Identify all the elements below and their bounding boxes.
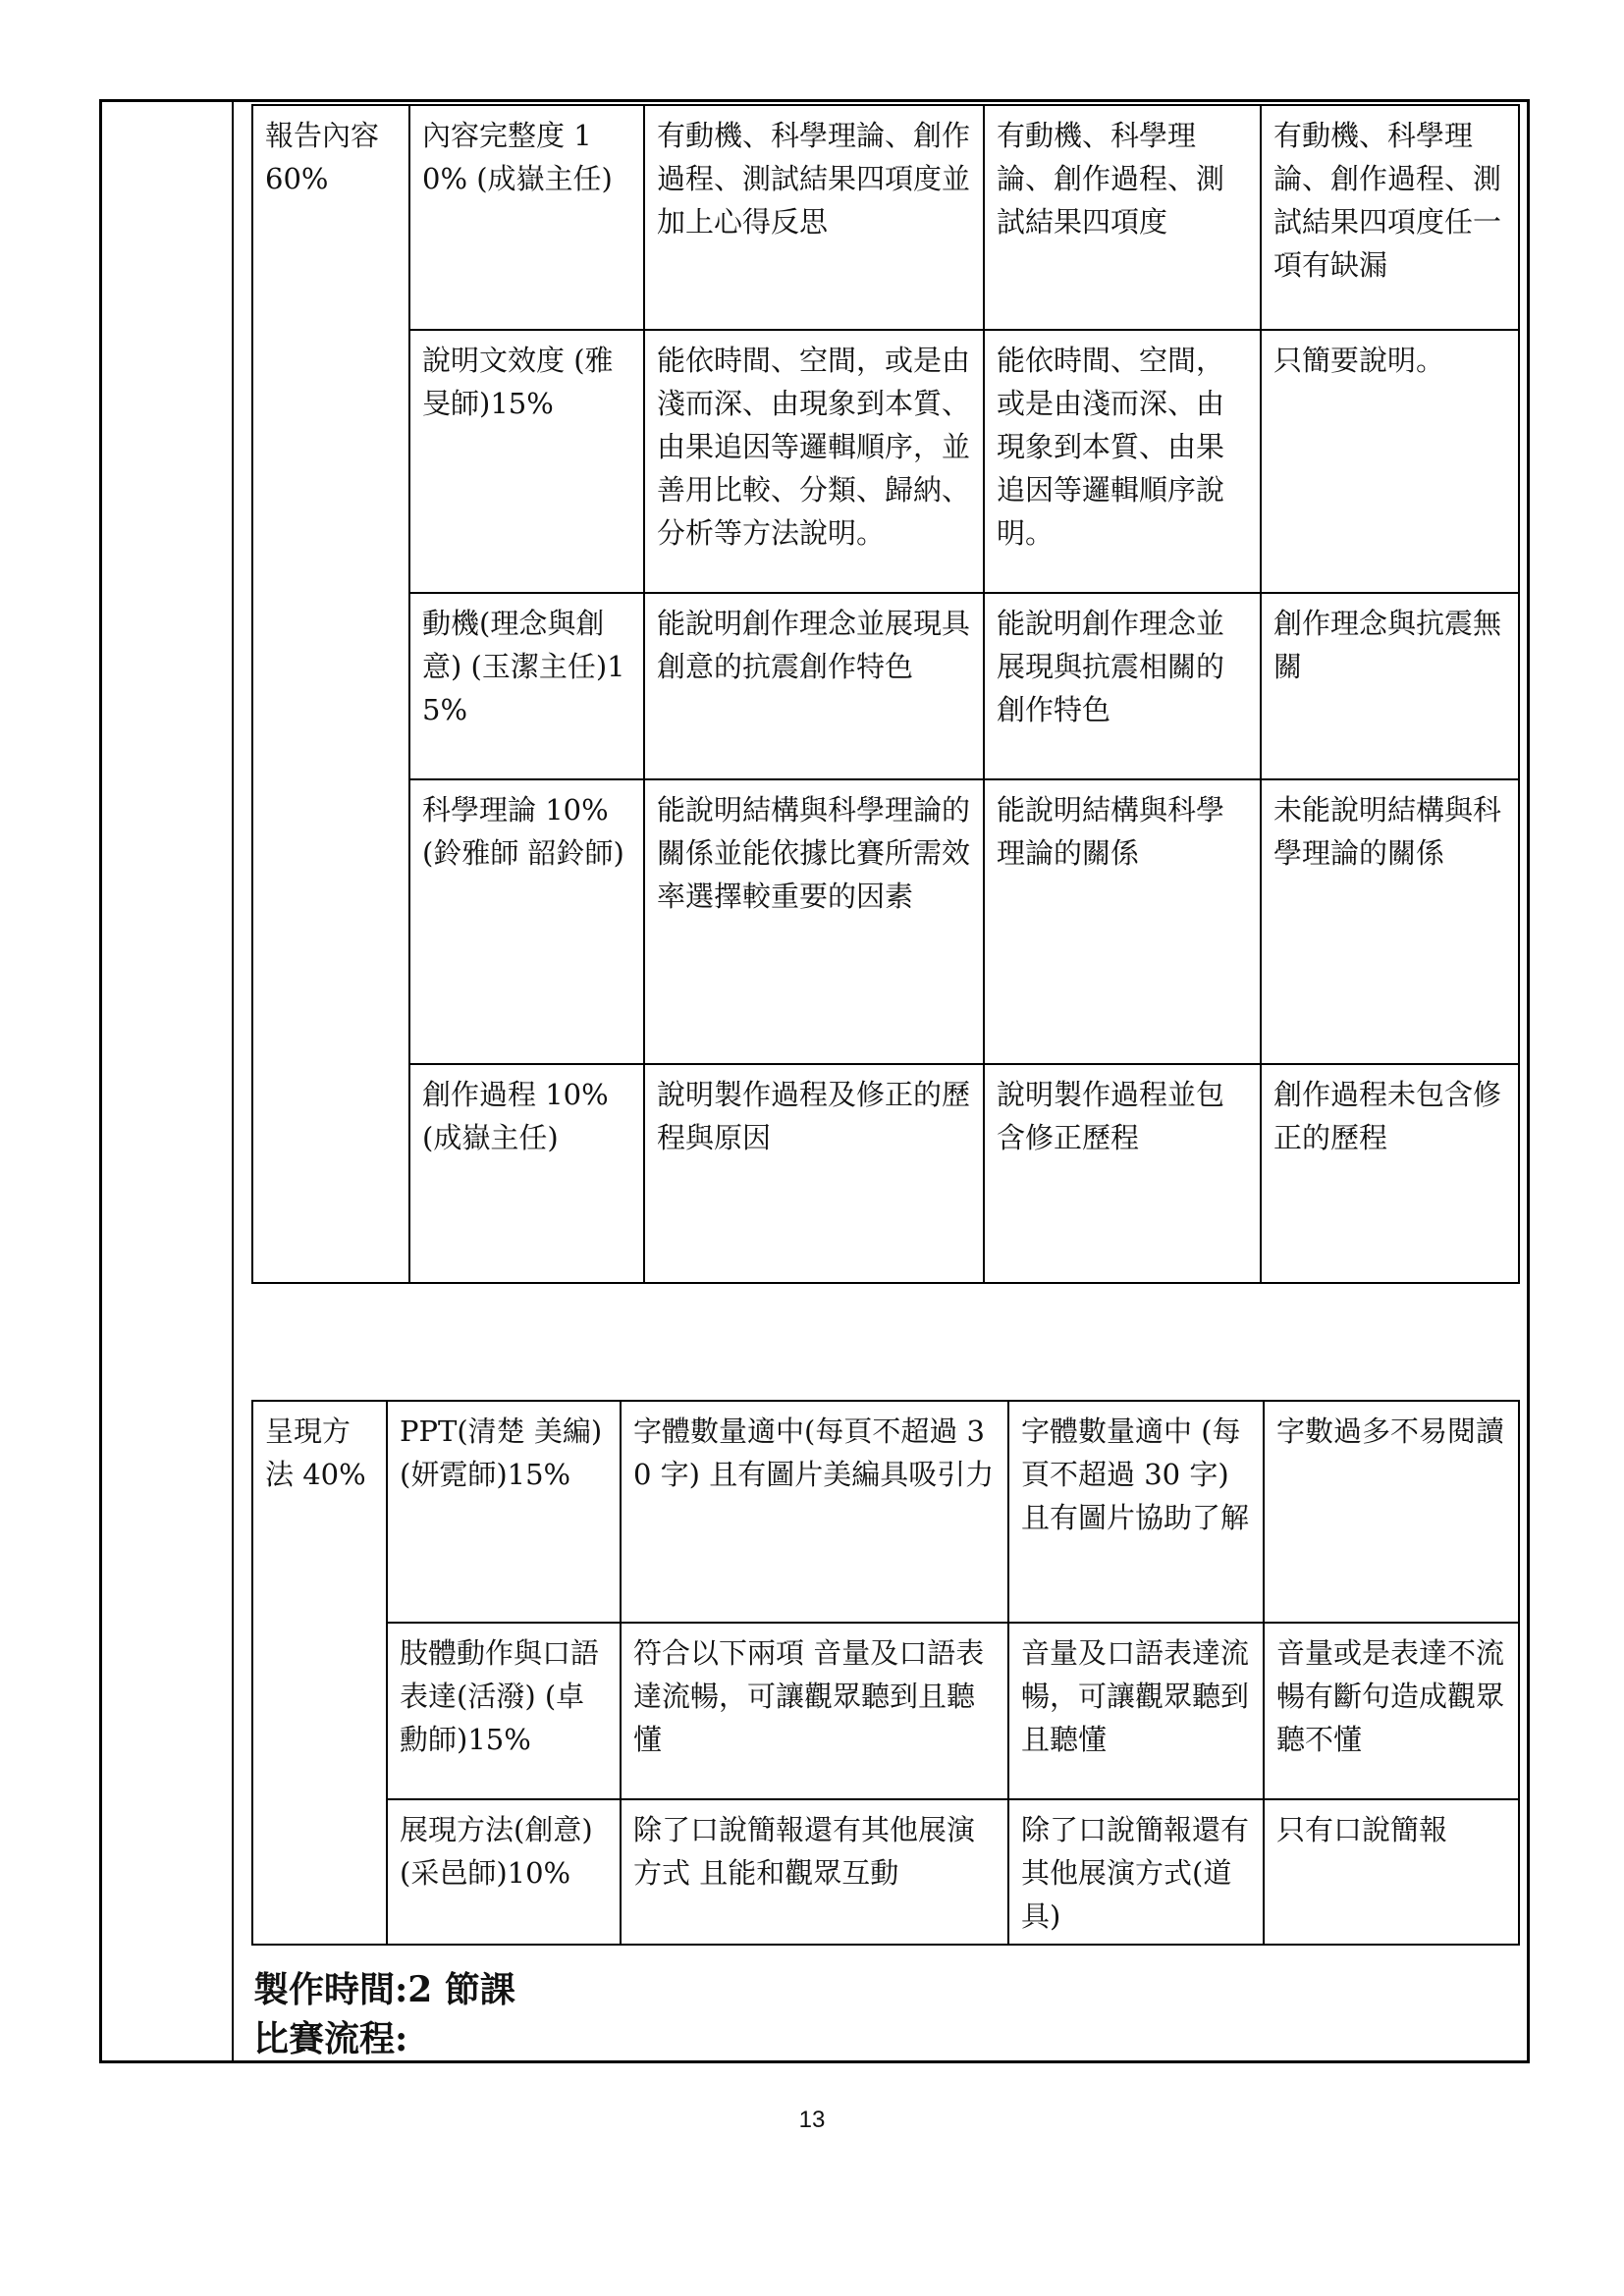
criterion-cell: 展現方法(創意) (采邑師)10% (387, 1799, 621, 1945)
good-cell: 除了口說簡報還有其他展演方式(道具) (1008, 1799, 1264, 1945)
table-row (252, 105, 1519, 330)
table-row (252, 779, 1519, 1064)
poor-cell: 只有口說簡報 (1264, 1799, 1519, 1945)
poor-cell: 有動機、科學理論、創作過程、測試結果四項度任一項有缺漏 (1261, 105, 1519, 330)
table-row (252, 1799, 1519, 1945)
poor-cell: 字數過多不易閱讀 (1264, 1401, 1519, 1623)
table-row (252, 1401, 1519, 1623)
table-row (252, 1623, 1519, 1799)
poor-cell: 創作理念與抗震無關 (1261, 593, 1519, 779)
good-cell: 能依時間、空間，或是由淺而深、由現象到本質、由果追因等邏輯順序說明。 (984, 330, 1261, 593)
criterion-cell: 肢體動作與口語表達(活潑) (卓勳師)15% (387, 1623, 621, 1799)
production-time-heading: 製作時間:2 節課 (253, 1969, 515, 2010)
criterion-cell: 動機(理念與創意) (玉潔主任)15% (409, 593, 644, 779)
presentation-rubric-table (251, 1400, 1520, 1946)
left-column-divider (232, 99, 234, 2063)
criterion-cell: 說明文效度 (雅旻師)15% (409, 330, 644, 593)
excellent-cell: 除了口說簡報還有其他展演方式 且能和觀眾互動 (621, 1799, 1008, 1945)
criterion-cell: 內容完整度 10% (成嶽主任) (409, 105, 644, 330)
excellent-cell: 能說明創作理念並展現具創意的抗震創作特色 (644, 593, 984, 779)
category-cell: 報告內容 60% (252, 105, 409, 1283)
good-cell: 音量及口語表達流暢，可讓觀眾聽到且聽懂 (1008, 1623, 1264, 1799)
poor-cell: 創作過程未包含修正的歷程 (1261, 1064, 1519, 1283)
table-row (252, 330, 1519, 593)
competition-process-heading: 比賽流程: (253, 2018, 408, 2059)
excellent-cell: 說明製作過程及修正的歷程與原因 (644, 1064, 984, 1283)
page-number: 13 (798, 2107, 826, 2133)
poor-cell: 音量或是表達不流暢有斷句造成觀眾聽不懂 (1264, 1623, 1519, 1799)
category-cell: 呈現方法 40% (252, 1401, 387, 1945)
excellent-cell: 能依時間、空間，或是由淺而深、由現象到本質、由果追因等邏輯順序，並善用比較、分類、歸納、分析等方法說明。 (644, 330, 984, 593)
excellent-cell: 符合以下兩項 音量及口語表達流暢，可讓觀眾聽到且聽懂 (621, 1623, 1008, 1799)
good-cell: 能說明結構與科學理論的關係 (984, 779, 1261, 1064)
poor-cell: 未能說明結構與科學理論的關係 (1261, 779, 1519, 1064)
good-cell: 有動機、科學理論、創作過程、測試結果四項度 (984, 105, 1261, 330)
table-row (252, 593, 1519, 779)
excellent-cell: 能說明結構與科學理論的關係並能依據比賽所需效率選擇較重要的因素 (644, 779, 984, 1064)
criterion-cell: 科學理論 10% (鈴雅師 韶鈴師) (409, 779, 644, 1064)
report-content-rubric-table (251, 104, 1520, 1284)
excellent-cell: 字體數量適中(每頁不超過 30 字) 且有圖片美編具吸引力 (621, 1401, 1008, 1623)
excellent-cell: 有動機、科學理論、創作過程、測試結果四項度並加上心得反思 (644, 105, 984, 330)
criterion-cell: 創作過程 10% (成嶽主任) (409, 1064, 644, 1283)
good-cell: 字體數量適中 (每頁不超過 30 字) 且有圖片協助了解 (1008, 1401, 1264, 1623)
poor-cell: 只簡要說明。 (1261, 330, 1519, 593)
good-cell: 能說明創作理念並展現與抗震相關的創作特色 (984, 593, 1261, 779)
table-row (252, 1064, 1519, 1283)
good-cell: 說明製作過程並包含修正歷程 (984, 1064, 1261, 1283)
criterion-cell: PPT(清楚 美編) (妍霓師)15% (387, 1401, 621, 1623)
